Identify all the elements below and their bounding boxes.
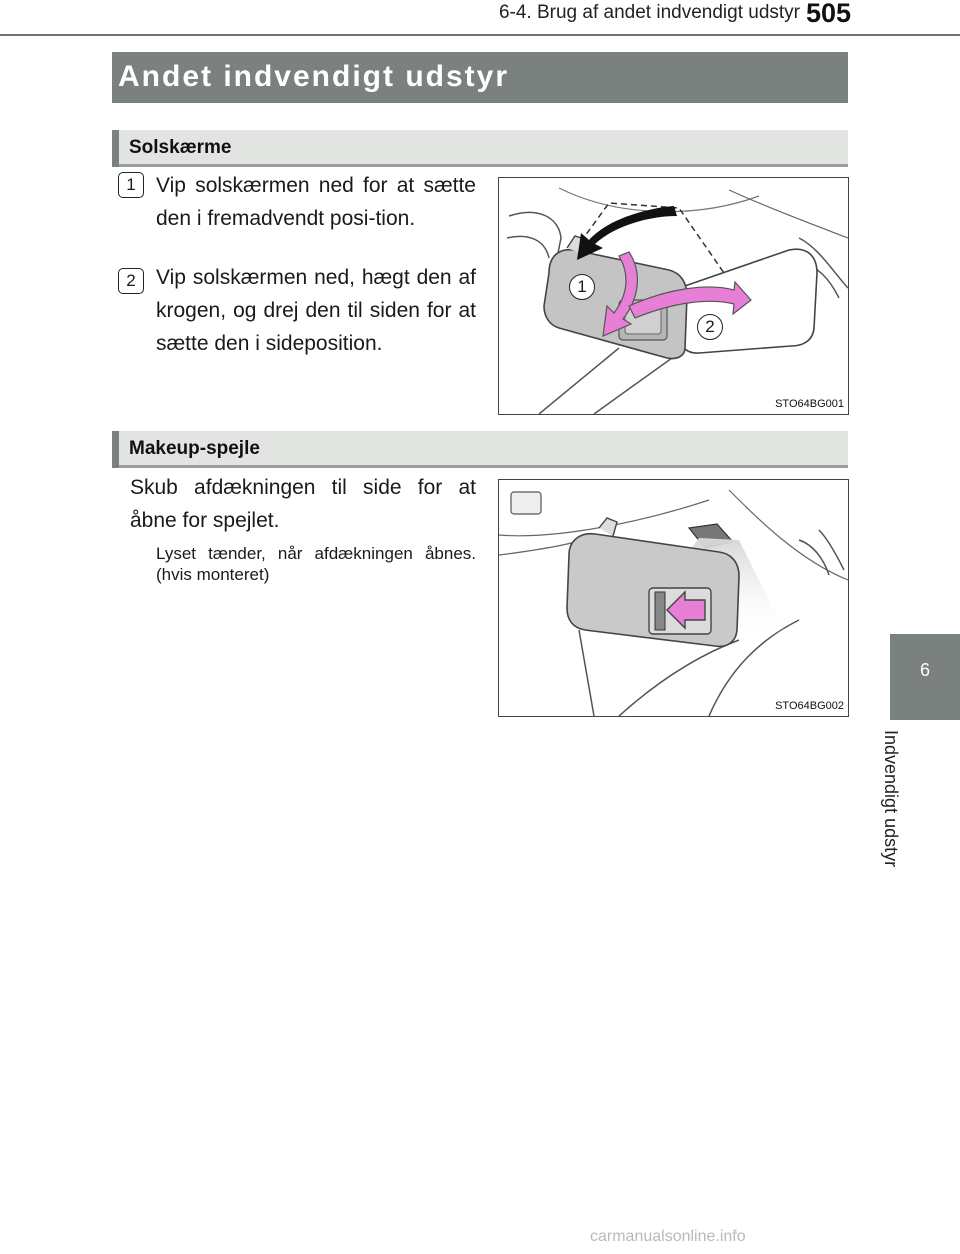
chapter-number: 6 — [919, 660, 930, 680]
running-header-section: 6-4. Brug af andet indvendigt udstyr — [498, 2, 800, 23]
callout-2: 2 — [697, 314, 723, 340]
makeup-mirror-illustration — [499, 480, 848, 716]
section-heading-bar — [112, 431, 848, 468]
figure-code: STO64BG002 — [775, 700, 844, 712]
chapter-label — [881, 730, 925, 890]
header-rule — [0, 34, 960, 36]
sun-visor-illustration — [499, 178, 848, 414]
section-heading: Makeup-spejle — [129, 438, 260, 459]
step-number-badge: 2 — [118, 268, 144, 294]
section-heading-bar — [112, 130, 848, 167]
section-accent — [112, 130, 119, 167]
page-number: 505 — [806, 0, 852, 28]
callout-1: 1 — [569, 274, 595, 300]
section-accent — [112, 431, 119, 468]
body-text: Skub afdækningen til side for at åbne for spejlet. — [130, 476, 476, 532]
note-text: Lyset tænder, når afdækningen åbnes. (hvis monteret) — [156, 544, 476, 584]
step-number-badge: 1 — [118, 172, 144, 198]
figure-code: STO64BG001 — [775, 398, 844, 410]
sun-visor-figure — [498, 177, 849, 415]
step-text: Vip solskærmen ned for at sætte den i fremadvendt posi-tion. — [156, 174, 476, 230]
step-text: Vip solskærmen ned, hægt den af krogen, og drej den til siden for at sætte den i sideposition. — [156, 266, 476, 355]
chapter-label-text: Indvendigt udstyr — [881, 730, 901, 868]
page-title: Andet indvendigt udstyr — [118, 60, 509, 93]
makeup-mirror-figure — [498, 479, 849, 717]
section-heading: Solskærme — [129, 137, 232, 158]
watermark: carmanualsonline.info — [590, 1228, 746, 1245]
